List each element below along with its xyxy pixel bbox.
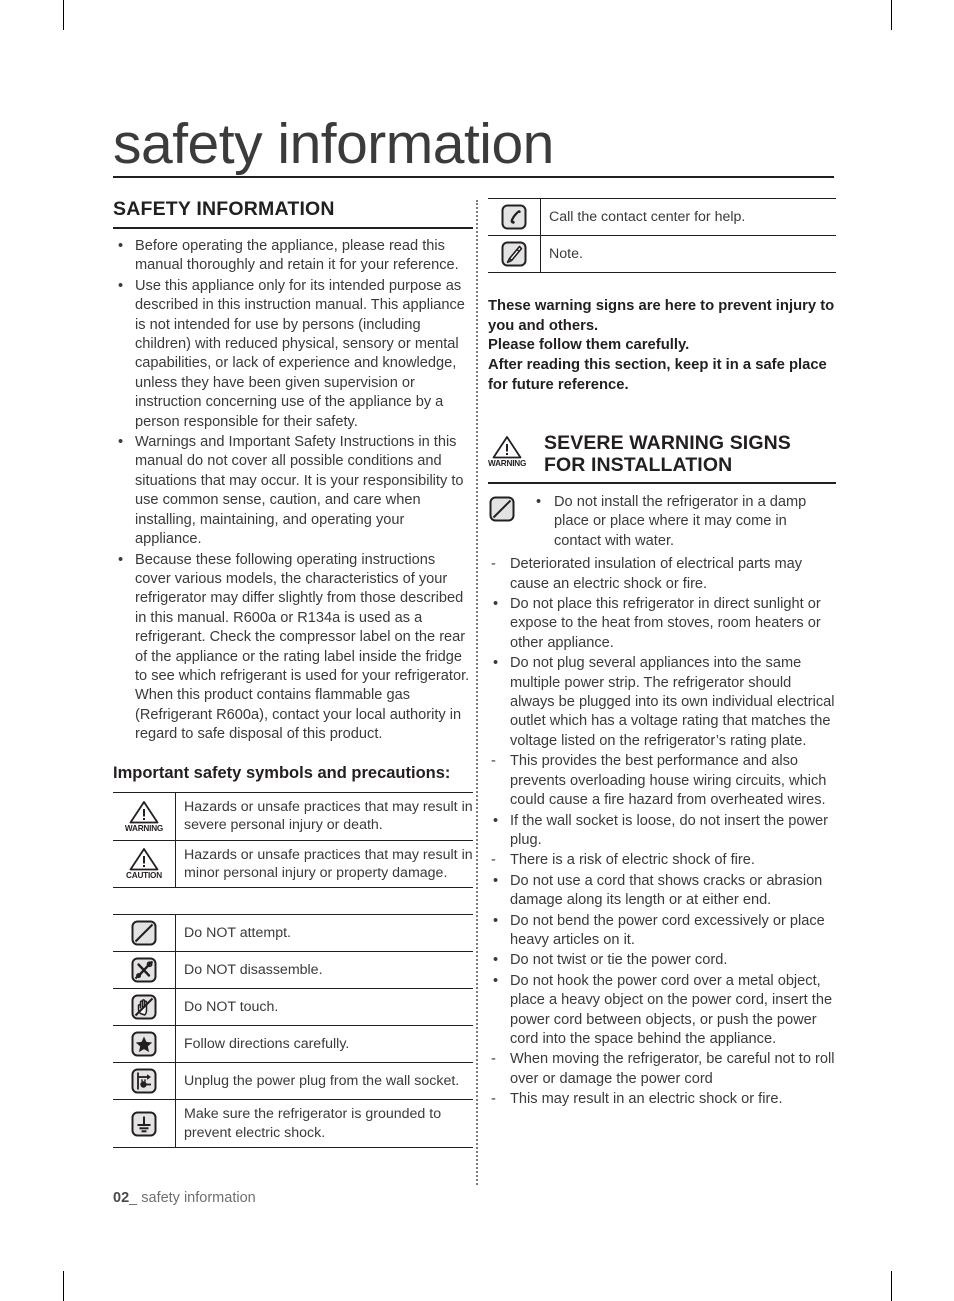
symbol-icon-cell (113, 1063, 176, 1100)
list-item (113, 551, 473, 745)
table-row (113, 989, 473, 1026)
footer-separator: _ (129, 1190, 138, 1206)
unplug-icon (130, 1067, 158, 1095)
severe-warning-title: SEVERE WARNING SIGNS FOR INSTALLATION (544, 432, 791, 477)
list-item (488, 951, 836, 970)
dash-marker: - (491, 556, 496, 573)
caution-triangle-icon (126, 847, 162, 880)
bullet-marker: • (493, 812, 499, 829)
severity-icon-cell (113, 792, 176, 840)
bullet-marker: • (118, 551, 124, 568)
left-column (113, 198, 473, 1148)
symbol-text: Do NOT touch. (176, 989, 474, 1026)
list-item-text: Do not twist or tie the power cord. (510, 952, 728, 969)
symbol-icon-cell (113, 952, 176, 989)
first-warning-item (488, 493, 836, 551)
first-item-icon-wrap (488, 493, 536, 551)
page-footer (113, 1190, 256, 1206)
bullet-marker: • (118, 434, 124, 451)
symbol-icon-cell (113, 1026, 176, 1063)
crop-mark-bottom-left (63, 1271, 64, 1301)
table-row (488, 236, 836, 273)
severe-warning-header (488, 433, 836, 484)
section-heading: SAFETY INFORMATION (113, 198, 473, 229)
do-not-disassemble-icon (130, 956, 158, 984)
warning-triangle-icon (488, 435, 526, 468)
title-rule (113, 176, 834, 178)
symbol-text: Do NOT disassemble. (176, 952, 474, 989)
dash-marker: - (491, 852, 496, 869)
list-item-text: Do not plug several appliances into the same multiple power strip. The refrigerator should always be plugged into its own individual electrical outlet which has a voltage rating that matches the voltage listed on the refrigerator’s rating plate. (510, 655, 835, 749)
bullet-marker: • (493, 952, 499, 969)
warning-badge (488, 433, 544, 468)
do-not-attempt-icon (130, 919, 158, 947)
crop-mark-bottom-right (891, 1271, 892, 1301)
table-row (113, 1026, 473, 1063)
list-item (488, 1090, 836, 1109)
dash-marker: - (491, 1051, 496, 1068)
dash-marker: - (491, 1091, 496, 1108)
intro-bullet-list (113, 237, 473, 745)
symbol-text: Do NOT attempt. (176, 915, 474, 952)
severity-text: Hazards or unsafe practices that may result in minor personal injury or property damage. (176, 840, 474, 888)
severity-symbol-table (113, 792, 473, 889)
help-text: Note. (541, 236, 837, 273)
notice-line: Please follow them carefully. (488, 337, 690, 354)
symbol-icon-cell (113, 1100, 176, 1148)
list-item (488, 654, 836, 751)
phone-icon (500, 203, 528, 231)
list-item (113, 277, 473, 432)
bullet-marker: • (493, 596, 499, 613)
grounding-icon (130, 1110, 158, 1138)
table-row (113, 1063, 473, 1100)
table-row (113, 915, 473, 952)
table-spacer (113, 888, 473, 910)
warning-notice-block (488, 297, 836, 395)
list-item-text: Do not place this refrigerator in direct sunlight or expose to the heat from stoves, room heaters or other appliance. (510, 596, 821, 651)
note-pen-icon (500, 240, 528, 268)
list-item-text: There is a risk of electric shock of fire. (510, 852, 755, 869)
table-row (113, 840, 473, 888)
table-row (113, 792, 473, 840)
list-item-text: Warnings and Important Safety Instructions in this manual do not cover all possible conditions and situations that may occur. It is your responsibility to use common sense, caution, and care when installing, maintaining, and operating your appliance. (135, 434, 464, 548)
installation-warning-list (488, 555, 836, 1109)
warning-triangle-icon (125, 800, 163, 833)
list-item-text: Use this appliance only for its intended purpose as described in this instruction manual. This appliance is not intended for use by persons (including children) with reduced physical, sensory or mental capabilities, or lack of experience and knowledge, unless they have been given supervision or instruction concerning use of the appliance by a person responsible for their safety. (135, 277, 465, 430)
list-item (488, 912, 836, 951)
bullet-marker: • (493, 655, 499, 672)
list-item (488, 595, 836, 653)
crop-mark-top-right (891, 0, 892, 30)
list-item (488, 851, 836, 870)
bullet-marker: • (493, 872, 499, 889)
list-item-text: Do not hook the power cord over a metal object, place a heavy object on the power cord, insert the power cord between objects, or push the power cord into the space behind the appliance. (510, 972, 833, 1047)
list-item-text: Do not bend the power cord excessively or place heavy articles on it. (510, 912, 825, 948)
severity-text: Hazards or unsafe practices that may result in severe personal injury or death. (176, 792, 474, 840)
column-divider (476, 200, 478, 1185)
bullet-marker: • (493, 912, 499, 929)
symbol-icon-cell (113, 989, 176, 1026)
bullet-marker: • (536, 494, 542, 511)
list-item (113, 433, 473, 549)
help-icon-cell (488, 236, 541, 273)
footer-page-number: 02 (113, 1190, 130, 1206)
list-item (488, 872, 836, 911)
notice-line: These warning signs are here to prevent injury to you and others. (488, 298, 835, 334)
dash-marker: - (491, 753, 496, 770)
list-item-text: When moving the refrigerator, be careful not to roll over or damage the power cord (510, 1051, 835, 1087)
list-item (488, 752, 836, 810)
severity-icon-label: WARNING (124, 823, 164, 833)
symbol-icon-cell (113, 915, 176, 952)
severity-icon-cell (113, 840, 176, 888)
help-icon-cell (488, 199, 541, 236)
symbol-text: Make sure the refrigerator is grounded to prevent electric shock. (176, 1100, 474, 1148)
list-item (488, 555, 836, 594)
list-item (488, 972, 836, 1050)
table-row (113, 952, 473, 989)
list-item (488, 812, 836, 851)
symbols-subheading: Important safety symbols and precautions: (113, 763, 451, 782)
list-item-text: If the wall socket is loose, do not insert the power plug. (510, 812, 828, 848)
list-item-text: Deteriorated insulation of electrical parts may cause an electric shock or fire. (510, 556, 803, 592)
first-item-text: Do not install the refrigerator in a damp place or place where it may come in contact with water. (554, 494, 807, 549)
crop-mark-top-left (63, 0, 64, 30)
list-item-text: This provides the best performance and also prevents overloading house wiring circuits, which could cause a fire hazard from overheated wires. (510, 753, 827, 809)
warning-badge-label: WARNING (488, 459, 527, 469)
severity-icon-label: CAUTION (126, 871, 162, 881)
list-item-text: Before operating the appliance, please read this manual thoroughly and retain it for your reference. (135, 238, 459, 274)
list-item-text: This may result in an electric shock or fire. (510, 1091, 783, 1108)
help-text: Call the contact center for help. (541, 199, 837, 236)
bullet-marker: • (493, 972, 499, 989)
list-item-text: Because these following operating instructions cover various models, the characteristics of your refrigerator may differ slightly from those described in this manual. R600a or R134a is used as a refrigerant. Check the compressor label on the rear of the appliance or the rating label inside the fridge to see which refrigerant is used for your refrigerator. When this product contains flammable gas (Refrigerant R600a), contact your local authority in regard to safe disposal of this product. (135, 551, 470, 743)
notice-line: After reading this section, keep it in a safe place for future reference. (488, 357, 827, 393)
list-item (488, 1050, 836, 1089)
right-column (488, 198, 836, 1111)
table-row (488, 199, 836, 236)
help-symbol-table (488, 198, 836, 273)
table-row (113, 1100, 473, 1148)
symbol-text: Follow directions carefully. (176, 1026, 474, 1063)
footer-label: safety information (141, 1190, 256, 1206)
list-item-text: Do not use a cord that shows cracks or abrasion damage along its length or at either end. (510, 872, 823, 909)
symbol-legend-table (113, 914, 473, 1148)
bullet-marker: • (118, 277, 124, 294)
symbol-text: Unplug the power plug from the wall socket. (176, 1063, 474, 1100)
do-not-attempt-icon (488, 495, 516, 523)
list-item (113, 237, 473, 276)
page-title: safety information (113, 112, 554, 176)
first-item-text-wrap (536, 493, 836, 551)
bullet-marker: • (118, 238, 124, 254)
follow-directions-icon (130, 1030, 158, 1058)
do-not-touch-icon (130, 993, 158, 1021)
